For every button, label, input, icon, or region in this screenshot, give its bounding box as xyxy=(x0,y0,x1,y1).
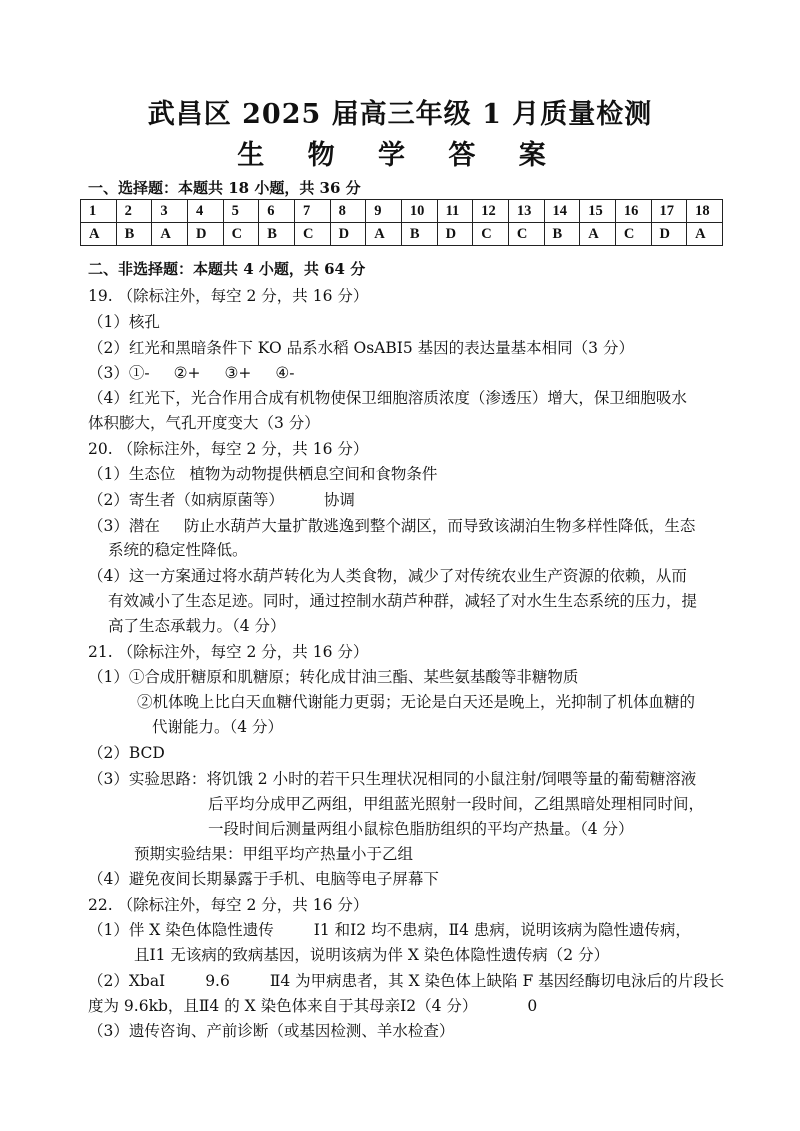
q22-answer-2-zero: 0 xyxy=(527,997,538,1015)
q22-answer-1-text: Ⅰ1 和Ⅰ2 均不患病，Ⅱ4 患病，说明该病为隐性遗传病， xyxy=(313,921,691,939)
question-number-cell: 15 xyxy=(580,200,616,223)
answer-letter-cell: B xyxy=(544,223,580,246)
q19-answer-3-item: ②+ xyxy=(173,364,201,382)
q19-answer-3-item: ③+ xyxy=(224,364,252,382)
answer-letter-row xyxy=(81,223,723,246)
question-number-cell: 11 xyxy=(437,200,473,223)
question-number-cell: 3 xyxy=(152,200,188,223)
question-number-cell: 7 xyxy=(294,200,330,223)
q19-answer-2: （2）红光和黑暗条件下 KO 品系水稻 OsABI5 基因的表达量基本相同（3 分） xyxy=(88,339,634,357)
question-number-cell: 8 xyxy=(330,200,366,223)
part2-heading: 二、非选择题：本题共 4 小题，共 64 分 xyxy=(88,260,366,278)
question-number-cell: 2 xyxy=(116,200,152,223)
q20-answer-1-text: 植物为动物提供栖息空间和食物条件 xyxy=(189,465,438,483)
q20-answer-4-line2: 有效减小了生态足迹。同时，通过控制水葫芦种群，减轻了对水生生态系统的压力，提 xyxy=(108,592,698,610)
q22-answer-2-label: （2）XbaI xyxy=(88,972,166,990)
q20-answer-2-text: 协调 xyxy=(323,491,355,509)
answer-letter-cell: C xyxy=(473,223,509,246)
question-number-cell: 1 xyxy=(81,200,117,223)
question-number-row xyxy=(81,200,723,223)
q22-answer-2-line1 xyxy=(88,969,728,991)
answer-letter-cell: A xyxy=(687,223,723,246)
q22-answer-1-line1 xyxy=(88,918,728,940)
q19-answer-3-label: （3） xyxy=(88,364,129,382)
question-number-cell: 4 xyxy=(187,200,223,223)
part1-heading: 一、选择题：本题共 18 小题，共 36 分 xyxy=(88,179,361,197)
q20-answer-2-label: （2）寄生者（如病原菌等） xyxy=(88,491,284,509)
question-number-cell: 9 xyxy=(366,200,402,223)
q20-answer-4-line1: （4）这一方案通过将水葫芦转化为人类食物，减少了对传统农业生产资源的依赖，从而 xyxy=(88,567,687,585)
answer-letter-cell: C xyxy=(294,223,330,246)
q19-answer-3-item: ①- xyxy=(128,364,150,382)
question-number-cell: 10 xyxy=(401,200,437,223)
question-number-cell: 13 xyxy=(508,200,544,223)
choice-answer-table xyxy=(80,199,723,246)
page-title: 武昌区 2025 届高三年级 1 月质量检测 xyxy=(147,99,653,130)
question-number-cell: 6 xyxy=(259,200,295,223)
answer-letter-cell: D xyxy=(330,223,366,246)
answer-letter-cell: B xyxy=(259,223,295,246)
q20-answer-4-line3: 高了生态承载力。（4 分） xyxy=(108,617,286,635)
question-number-cell: 16 xyxy=(615,200,651,223)
answer-letter-cell: A xyxy=(152,223,188,246)
question-number-cell: 17 xyxy=(651,200,687,223)
answer-letter-cell: C xyxy=(615,223,651,246)
answer-letter-cell: D xyxy=(187,223,223,246)
q20-header: 20. （除标注外，每空 2 分，共 16 分） xyxy=(88,440,369,458)
q22-header: 22. （除标注外，每空 2 分，共 16 分） xyxy=(88,896,369,914)
q22-answer-2-line2 xyxy=(88,994,728,1016)
answer-letter-cell: A xyxy=(580,223,616,246)
answer-letter-cell: D xyxy=(437,223,473,246)
q22-answer-1-label: （1）伴 X 染色体隐性遗传 xyxy=(88,921,274,939)
question-number-cell: 18 xyxy=(687,200,723,223)
q21-answer-1-line1: （1）①合成肝糖原和肌糖原；转化成甘油三酯、某些氨基酸等非糖物质 xyxy=(88,668,579,686)
answer-letter-cell: C xyxy=(508,223,544,246)
answer-letter-cell: D xyxy=(651,223,687,246)
q21-answer-3-line3: 一段时间后测量两组小鼠棕色脂肪组织的平均产热量。（4 分） xyxy=(208,820,634,838)
q20-answer-3-text: 防止水葫芦大量扩散逃逸到整个湖区，而导致该湖泊生物多样性降低，生态 xyxy=(183,517,696,535)
q20-answer-1-label: （1）生态位 xyxy=(88,465,176,483)
answer-letter-cell: B xyxy=(401,223,437,246)
q20-answer-3-line1 xyxy=(88,514,728,536)
q20-answer-3-label: （3）潜在 xyxy=(88,517,160,535)
page-subtitle: 生 物 学 答 案 xyxy=(237,140,563,171)
q21-answer-2: （2）BCD xyxy=(88,744,165,762)
q21-answer-3-line1: （3）实验思路：将饥饿 2 小时的若干只生理状况相同的小鼠注射/饲喂等量的葡萄糖溶液 xyxy=(88,770,697,788)
q19-answer-4-line2: 体积膨大，气孔开度变大（3 分） xyxy=(88,414,320,432)
q19-answer-3-item: ④- xyxy=(275,364,295,382)
q22-answer-2-text: 度为 9.6kb，且Ⅱ4 的 X 染色体来自于其母亲Ⅰ2（4 分） xyxy=(88,997,478,1015)
q22-answer-2-value: 9.6 xyxy=(205,972,230,990)
question-number-cell: 12 xyxy=(473,200,509,223)
q22-answer-3: （3）遗传咨询、产前诊断（或基因检测、羊水检查） xyxy=(88,1022,455,1040)
q20-answer-3-line2: 系统的稳定性降低。 xyxy=(108,541,248,559)
answer-letter-cell: C xyxy=(223,223,259,246)
q19-header: 19. （除标注外，每空 2 分，共 16 分） xyxy=(88,287,369,305)
q19-answer-3 xyxy=(88,361,728,383)
q20-answer-2 xyxy=(88,488,728,510)
answer-letter-cell: A xyxy=(366,223,402,246)
q21-header: 21. （除标注外，每空 2 分，共 16 分） xyxy=(88,643,369,661)
q21-answer-1-line2: ②机体晚上比白天血糖代谢能力更弱；无论是白天还是晚上，光抑制了机体血糖的 xyxy=(137,693,696,711)
q19-answer-1: （1）核孔 xyxy=(88,313,160,331)
question-number-cell: 5 xyxy=(223,200,259,223)
q22-answer-1-line2: 且Ⅰ1 无该病的致病基因，说明该病为伴 X 染色体隐性遗传病（2 分） xyxy=(134,946,610,964)
q21-answer-3-line2: 后平均分成甲乙两组，甲组蓝光照射一段时间，乙组黑暗处理相同时间， xyxy=(208,795,705,813)
answer-letter-cell: A xyxy=(81,223,117,246)
q22-answer-2-text: Ⅱ4 为甲病患者，其 X 染色体上缺陷 F 基因经酶切电泳后的片段长 xyxy=(269,972,725,990)
question-number-cell: 14 xyxy=(544,200,580,223)
q21-answer-4: （4）避免夜间长期暴露于手机、电脑等电子屏幕下 xyxy=(88,870,439,888)
answer-letter-cell: B xyxy=(116,223,152,246)
q19-answer-4-line1: （4）红光下，光合作用合成有机物使保卫细胞溶质浓度（渗透压）增大，保卫细胞吸水 xyxy=(88,389,687,407)
q21-expected-result: 预期实验结果：甲组平均产热量小于乙组 xyxy=(134,845,414,863)
q21-answer-1-line3: 代谢能力。（4 分） xyxy=(152,718,284,736)
q20-answer-1 xyxy=(88,462,728,484)
